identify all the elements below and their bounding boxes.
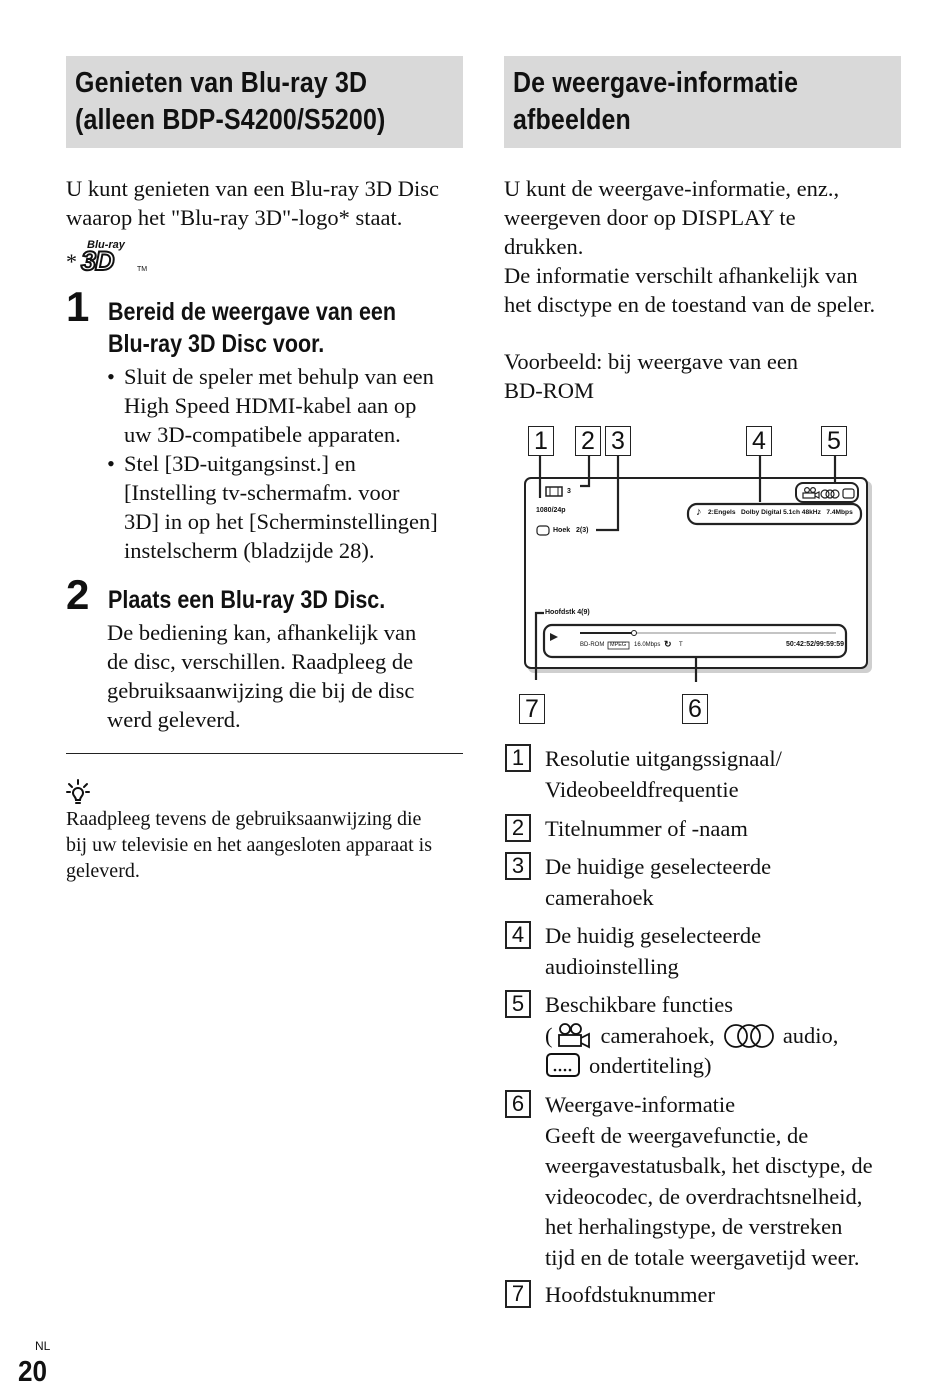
step-1-title: Bereid de weergave van een Blu-ray 3D Disc voor. xyxy=(108,298,397,358)
screen-disc-type: BD-ROM xyxy=(580,642,605,648)
right-heading: De weergave-informatie afbeelden xyxy=(513,67,799,136)
page-number: 20 xyxy=(18,1356,48,1388)
logo-3d-text: 3D xyxy=(81,246,114,276)
callout-2: 2 xyxy=(575,426,601,456)
camera-angle-icon xyxy=(553,1022,593,1050)
hint-text: Raadpleeg tevens de gebruiksaanwijzing die bij uw televisie en het aangesloten apparaat is geleverd. xyxy=(66,808,432,882)
callout-6: 6 xyxy=(682,694,708,724)
legend-item-6: 6 Weergave-informatie Geeft de weergavefunctie, de weergavestatusbalk, het disctype, de videocodec, de overdrachtsnelheid, het herhalingstype, de verstreken tijd en de totale weergavetijd weer. xyxy=(505,1090,873,1273)
display-diagram xyxy=(500,420,900,730)
step-1-number: 1 xyxy=(66,283,90,330)
music-note-icon: ♪ xyxy=(696,506,702,518)
legend-item-2: 2 Titelnummer of -naam xyxy=(505,814,748,845)
callout-4: 4 xyxy=(746,426,772,456)
footer-lang: NL xyxy=(35,1339,51,1353)
step-1-bullets xyxy=(107,362,467,565)
diagram-leader-lines xyxy=(500,420,900,730)
screen-time: 50:42:52/99:59:59 xyxy=(786,641,844,648)
bullet-item: • Sluit de speler met behulp van een High Speed HDMI-kabel aan op uw 3D-compatibele apparaten. xyxy=(107,364,434,447)
screen-resolution: 1080/24p xyxy=(536,507,566,514)
left-intro: U kunt genieten van een Blu-ray 3D Disc waarop het "Blu-ray 3D"-logo* staat. xyxy=(66,176,440,230)
step-2-number: 2 xyxy=(66,571,90,618)
screen-title-number: 3 xyxy=(567,488,571,495)
screen-bitrate: 16.0Mbps xyxy=(634,642,661,648)
example-text: Voorbeeld: bij weergave van een BD-ROM xyxy=(504,349,799,403)
audio-icon xyxy=(723,1023,775,1049)
bullet-item: • Stel [3D-uitgangsinst.] en [Instelling tv-schermafm. voor 3D] in op het [Scherminstellingen] instelscherm (bladzijde 28). xyxy=(107,451,438,563)
screen-repeat: T xyxy=(679,642,683,648)
legend-item-3: 3 De huidige geselecteerde camerahoek xyxy=(505,852,771,913)
legend-item-7: 7 Hoofdstuknummer xyxy=(505,1280,715,1311)
repeat-icon: ↻ xyxy=(664,639,672,649)
screen-audio: 2:Engels Dolby Digital 5.1ch 48kHz 7.4Mbps xyxy=(708,509,853,516)
bluray-3d-logo xyxy=(66,240,156,280)
step-2-title: Plaats een Blu-ray 3D Disc. xyxy=(108,586,386,614)
section-divider xyxy=(66,753,463,754)
step-2-body: De bediening kan, afhankelijk van de disc, verschillen. Raadpleeg de gebruiksaanwijzing die bij de disc werd geleverd. xyxy=(107,620,417,732)
logo-asterisk: * xyxy=(66,249,77,274)
callout-3: 3 xyxy=(605,426,631,456)
legend-item-4: 4 De huidig geselecteerde audioinstelling xyxy=(505,921,761,982)
screen-angle-value: 2(3) xyxy=(576,527,589,534)
screen-angle-label: Hoek xyxy=(553,527,571,534)
legend-item-5: 5 Beschikbare functies ( camerahoek, audio, ondertiteling) xyxy=(505,990,838,1082)
logo-bluray-text: Blu-ray xyxy=(87,239,125,251)
logo-tm: TM xyxy=(137,266,148,273)
legend-item-1: 1 Resolutie uitgangssignaal/ Videobeeldfrequentie xyxy=(505,744,782,805)
callout-7: 7 xyxy=(519,694,545,724)
screen-codec: MPEG xyxy=(610,642,627,648)
screen-chapter: Hoofdstk 4(9) xyxy=(545,609,590,616)
right-intro: U kunt de weergave-informatie, enz., weergeven door op DISPLAY te drukken. De informatie verschilt afhankelijk van het disctype en de toestand van de speler. xyxy=(504,176,876,317)
callout-5: 5 xyxy=(821,426,847,456)
lightbulb-icon xyxy=(66,779,90,807)
left-heading: Genieten van Blu-ray 3D (alleen BDP-S4200/S5200) xyxy=(75,67,386,136)
subtitle-icon xyxy=(545,1052,581,1080)
callout-1: 1 xyxy=(528,426,554,456)
